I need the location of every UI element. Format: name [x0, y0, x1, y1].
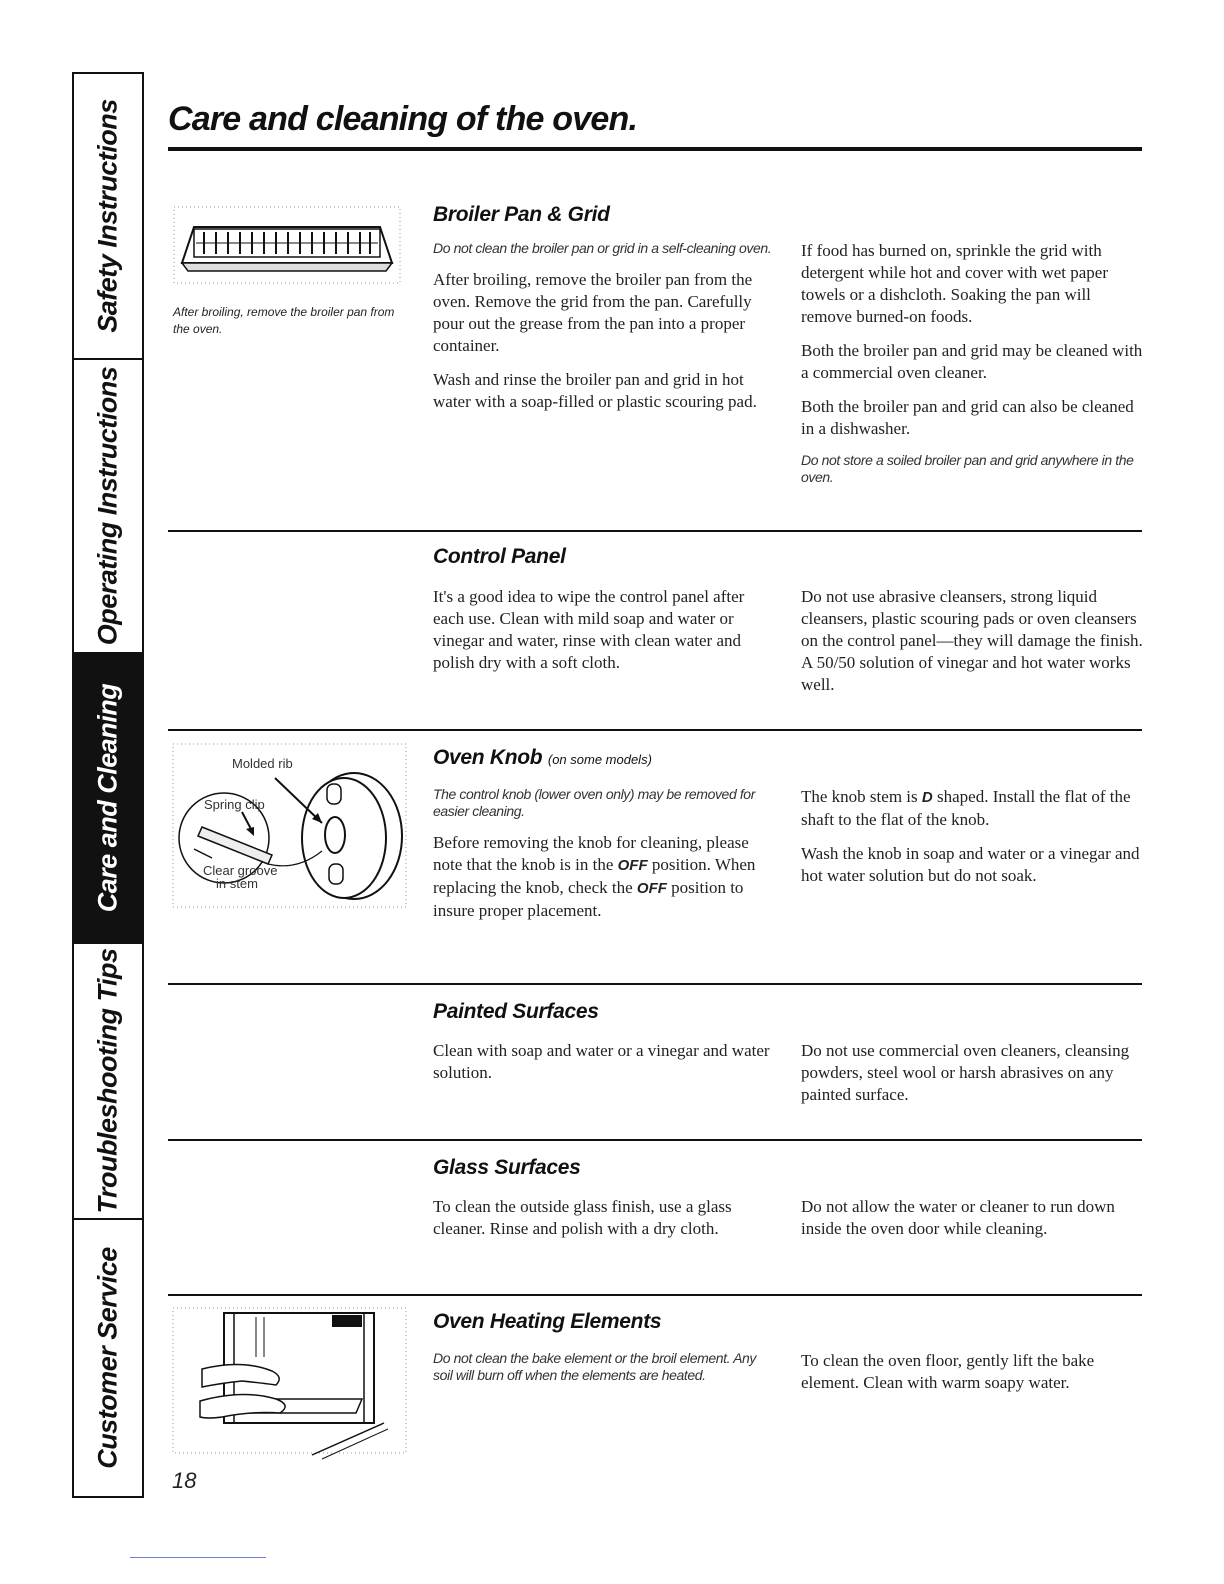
- title-rule: [168, 147, 1142, 151]
- control-panel-right-column: [801, 586, 1146, 708]
- tab-label: Customer Service: [92, 1247, 123, 1469]
- paragraph: Do not use abrasive cleansers, strong liquid cleansers, plastic scouring pads or oven cleansers on the control panel—they will damage the finish. A 50/50 solution of vinegar and hot water works well.: [801, 587, 1143, 694]
- oven-knob-note: The control knob (lower oven only) may be removed for easier cleaning.: [433, 786, 755, 819]
- in-stem-label: in stem: [216, 876, 258, 891]
- text-run: The knob stem is: [801, 787, 922, 806]
- molded-rib-label: Molded rib: [232, 756, 293, 771]
- tab-label: Operating Instructions: [92, 366, 123, 646]
- oven-knob-heading-text: Oven Knob: [433, 746, 543, 769]
- paragraph: It's a good idea to wipe the control panel after each use. Clean with mild soap and water or vinegar and water, rinse with clean water and polish dry with a soft cloth.: [433, 587, 745, 672]
- off-label: OFF: [617, 857, 648, 874]
- oven-knob-heading-qualifier: (on some models): [547, 752, 652, 767]
- paragraph: Clean with soap and water or a vinegar and water solution.: [433, 1041, 770, 1082]
- text-run: Before removing the knob for cleaning, please note that the knob is in the: [433, 833, 749, 874]
- heating-left-column: [433, 1350, 778, 1396]
- oven-knob-illustration: [172, 743, 407, 908]
- section-heading-control-panel: Control Panel: [433, 545, 566, 568]
- section-divider: [168, 1294, 1142, 1296]
- section-divider: [168, 530, 1142, 532]
- section-divider: [168, 729, 1142, 731]
- control-panel-left-column: [433, 586, 778, 686]
- text-run: position. When replacing the knob, check the: [433, 855, 756, 897]
- page-title: Care and cleaning of the oven.: [168, 100, 638, 138]
- off-label: OFF: [636, 880, 667, 897]
- heating-right-column: [801, 1350, 1146, 1406]
- glass-right-column: [801, 1196, 1146, 1252]
- paragraph: Wash and rinse the broiler pan and grid in hot water with a soap-filled or plastic scouring pad.: [433, 370, 757, 411]
- broiler-caption: After broiling, remove the broiler pan from the oven.: [173, 305, 395, 336]
- section-tabs: [72, 72, 144, 1498]
- broiler-right-column: [801, 240, 1146, 498]
- painted-left-column: [433, 1040, 778, 1096]
- paragraph: To clean the outside glass finish, use a glass cleaner. Rinse and polish with a dry cloth.: [433, 1197, 732, 1238]
- heating-warning-note: Do not clean the bake element or the broil element. Any soil will burn off when the elements are heated.: [433, 1350, 757, 1383]
- tab-label: Troubleshooting Tips: [92, 948, 123, 1214]
- paragraph: Do not use commercial oven cleaners, cleansing powders, steel wool or harsh abrasives on any painted surface.: [801, 1041, 1130, 1104]
- section-heading-broiler: Broiler Pan & Grid: [433, 203, 610, 226]
- glass-left-column: [433, 1196, 778, 1252]
- section-divider: [168, 983, 1142, 985]
- broiler-pan-illustration: [172, 205, 402, 285]
- paragraph: Do not allow the water or cleaner to run down inside the oven door while cleaning.: [801, 1197, 1115, 1238]
- text-run: position to insure proper placement.: [433, 878, 744, 920]
- broiler-storage-note: Do not store a soiled broiler pan and grid anywhere in the oven.: [801, 452, 1134, 485]
- section-heading-oven-heating-elements: Oven Heating Elements: [433, 1310, 662, 1333]
- section-heading-painted-surfaces: Painted Surfaces: [433, 1000, 599, 1023]
- page-number: 18: [172, 1468, 197, 1493]
- tab-safety-instructions[interactable]: [74, 74, 142, 360]
- paragraph: Wash the knob in soap and water or a vinegar and hot water solution but do not soak.: [801, 844, 1140, 885]
- text-run: shaped. Install the flat of the shaft to the flat of the knob.: [801, 787, 1131, 829]
- section-divider: [168, 1139, 1142, 1141]
- spring-clip-label: Spring clip: [204, 797, 265, 812]
- paragraph: [433, 832, 778, 922]
- d-shape-label: D: [921, 789, 933, 806]
- paragraph: [801, 786, 1146, 831]
- tab-troubleshooting-tips[interactable]: [74, 944, 142, 1220]
- oven-knob-left-column: [433, 786, 778, 934]
- paragraph: If food has burned on, sprinkle the grid with detergent while hot and cover with wet paper towels or a dishcloth. Soaking the pan will remove burned-on foods.: [801, 241, 1108, 326]
- painted-right-column: [801, 1040, 1146, 1118]
- paragraph: After broiling, remove the broiler pan from the oven. Remove the grid from the pan. Carefully pour out the grease from the pan into a proper container.: [433, 270, 753, 355]
- oven-heating-element-illustration: [172, 1307, 407, 1467]
- broiler-left-column: [433, 240, 778, 425]
- tab-label: Care and Cleaning: [92, 683, 123, 913]
- oven-knob-right-column: [801, 786, 1146, 899]
- tab-customer-service[interactable]: [74, 1220, 142, 1496]
- paragraph: Both the broiler pan and grid may be cleaned with a commercial oven cleaner.: [801, 341, 1143, 382]
- section-heading-glass-surfaces: Glass Surfaces: [433, 1156, 581, 1179]
- bottom-divider: [130, 1557, 266, 1558]
- paragraph: Both the broiler pan and grid can also be cleaned in a dishwasher.: [801, 397, 1134, 438]
- paragraph: To clean the oven floor, gently lift the bake element. Clean with warm soapy water.: [801, 1351, 1095, 1392]
- section-heading-oven-knob: [433, 746, 652, 770]
- tab-label: Safety Instructions: [92, 99, 123, 333]
- tab-care-and-cleaning[interactable]: [74, 654, 142, 944]
- tab-operating-instructions[interactable]: [74, 360, 142, 654]
- broiler-warning-note: Do not clean the broiler pan or grid in a self-cleaning oven.: [433, 240, 772, 256]
- clear-groove-label: Clear groove: [203, 863, 278, 878]
